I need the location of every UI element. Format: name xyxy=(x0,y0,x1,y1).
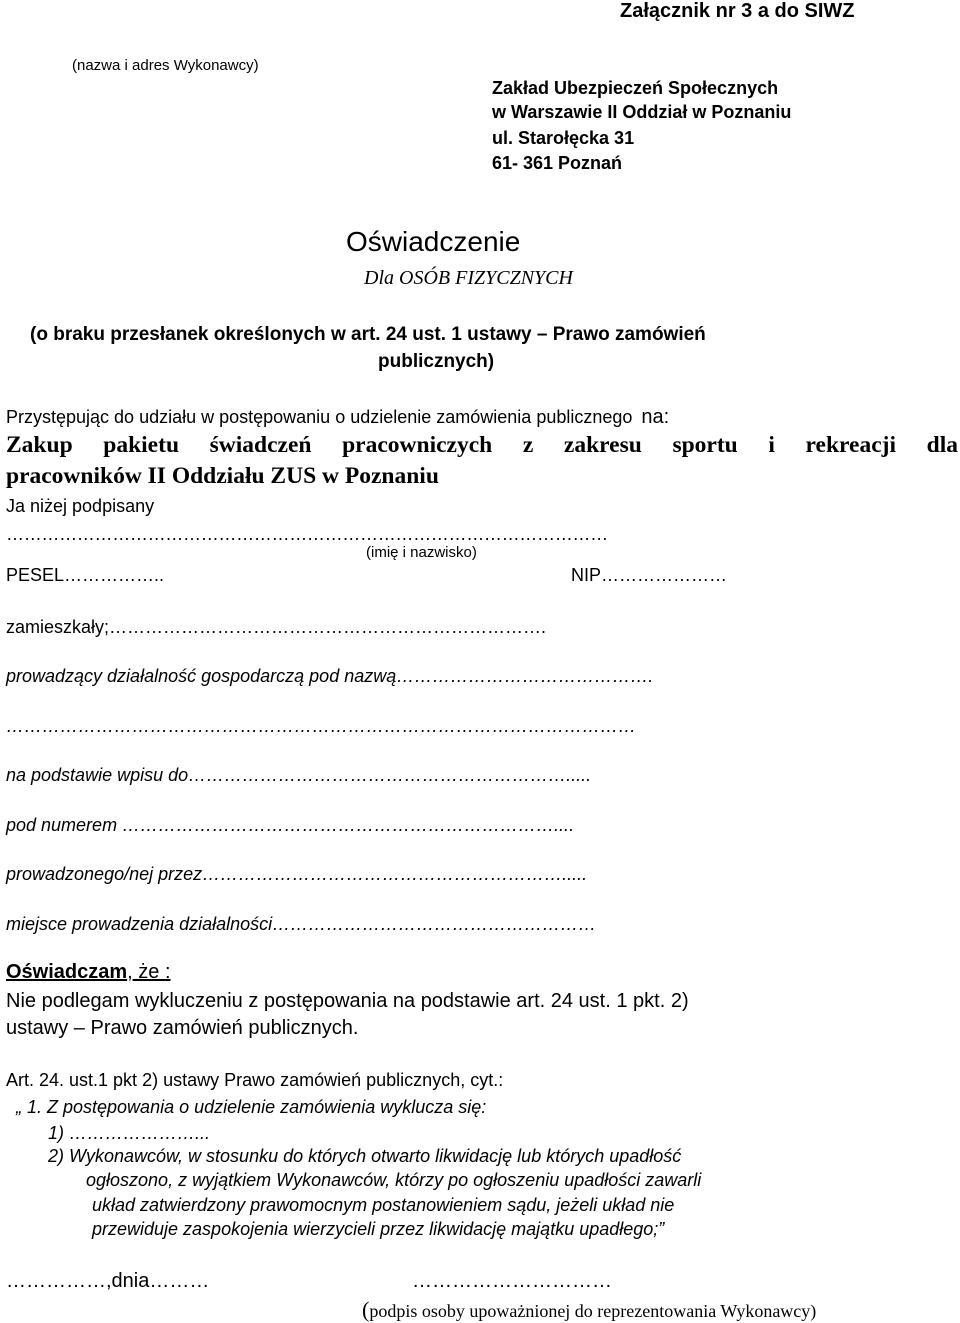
recipient-line: ul. Starołęcka 31 xyxy=(492,128,635,148)
signature-line: ………………………… xyxy=(412,1270,612,1292)
business-name-continuation: …………………………………………………………………………………………… xyxy=(6,716,636,736)
attachment-label: Załącznik nr 3 a do SIWZ xyxy=(620,0,855,22)
citation-item-1: 1) …………………... xyxy=(48,1123,211,1143)
statement-heading-word: Oświadczam xyxy=(6,961,128,983)
residence-field: zamieszkały;………………………………………………………………. xyxy=(6,617,547,637)
pesel-field: PESEL…………….. xyxy=(6,565,165,585)
signature-caption-text: podpis osoby upoważnionej do reprezentowania Wykonawcy) xyxy=(369,1301,817,1321)
recipient-line: Zakład Ubezpieczeń Społecznych xyxy=(492,78,779,98)
citation-item-2: 2) Wykonawców, w stosunku do których otwarto likwidację lub których upadłość xyxy=(48,1146,682,1166)
citation-header: Art. 24. ust.1 pkt 2) ustawy Prawo zamówień publicznych, cyt.: xyxy=(6,1070,504,1090)
statement-heading-tail: , że : xyxy=(127,961,171,983)
document-subtitle: Dla OSÓB FIZYCZNYCH xyxy=(364,267,573,289)
document-title: Oświadczenie xyxy=(346,226,521,257)
signature-caption xyxy=(362,1297,816,1323)
place-date-field: ……………,dnia……… xyxy=(6,1270,210,1292)
citation-item-2-line: przewiduje zaspokojenia wierzycieli przez likwidację majątku upadłego;” xyxy=(92,1219,665,1239)
name-dotted-line: ………………………………………………………………………………………… xyxy=(6,524,608,544)
business-name-field: prowadzący działalność gospodarczą pod nazwą……………………………………. xyxy=(6,666,654,686)
recipient-line: w Warszawie II Oddział w Poznaniu xyxy=(492,102,792,122)
intro-sentence: Przystępując do udziału w postępowaniu o udzielenie zamówienia publicznego xyxy=(6,407,633,427)
name-caption: (imię i nazwisko) xyxy=(366,544,477,561)
intro-na: na: xyxy=(641,406,670,428)
statement-line: ustawy – Prawo zamówień publicznych. xyxy=(6,1017,359,1039)
citation-item-2-line: układ zatwierdzony prawomocnym postanowieniem sądu, jeżeli układ nie xyxy=(92,1195,675,1215)
statement-line: Nie podlegam wykluczeniu z postępowania na podstawie art. 24 ust. 1 pkt. 2) xyxy=(6,990,689,1012)
registry-field: na podstawie wpisu do………………………………………………………..... xyxy=(6,765,592,785)
legal-basis-line: (o braku przesłanek określonych w art. 24 ust. 1 ustawy – Prawo zamówień xyxy=(30,324,706,345)
contractor-name-label: (nazwa i adres Wykonawcy) xyxy=(72,57,259,74)
citation-intro: „ 1. Z postępowania o udzielenie zamówienia wyklucza się: xyxy=(16,1097,487,1117)
registry-number-field: pod numerem ……………………………………………………………….... xyxy=(6,815,575,835)
intro-text xyxy=(6,406,669,429)
citation-item-2-line: ogłoszono, z wyjątkiem Wykonawców, którzy po ogłoszeniu upadłości zawarli xyxy=(86,1170,702,1190)
nip-field: NIP………………… xyxy=(571,565,728,585)
signature-caption-paren: ( xyxy=(362,1297,370,1322)
statement-heading xyxy=(6,961,171,984)
legal-basis-line: publicznych) xyxy=(378,351,495,372)
procurement-subject-line: pracowników II Oddziału ZUS w Poznaniu xyxy=(6,463,439,489)
registry-keeper-field: prowadzonego/nej przez……………………………………………………..... xyxy=(6,864,588,884)
business-place-field: miejsce prowadzenia działalności……………………………………………… xyxy=(6,914,597,934)
undersigned-label: Ja niżej podpisany xyxy=(6,496,155,516)
recipient-line: 61- 361 Poznań xyxy=(492,153,623,173)
procurement-subject-line: Zakup pakietu świadczeń pracowniczych z zakresu sportu i rekreacji dla xyxy=(6,432,958,458)
